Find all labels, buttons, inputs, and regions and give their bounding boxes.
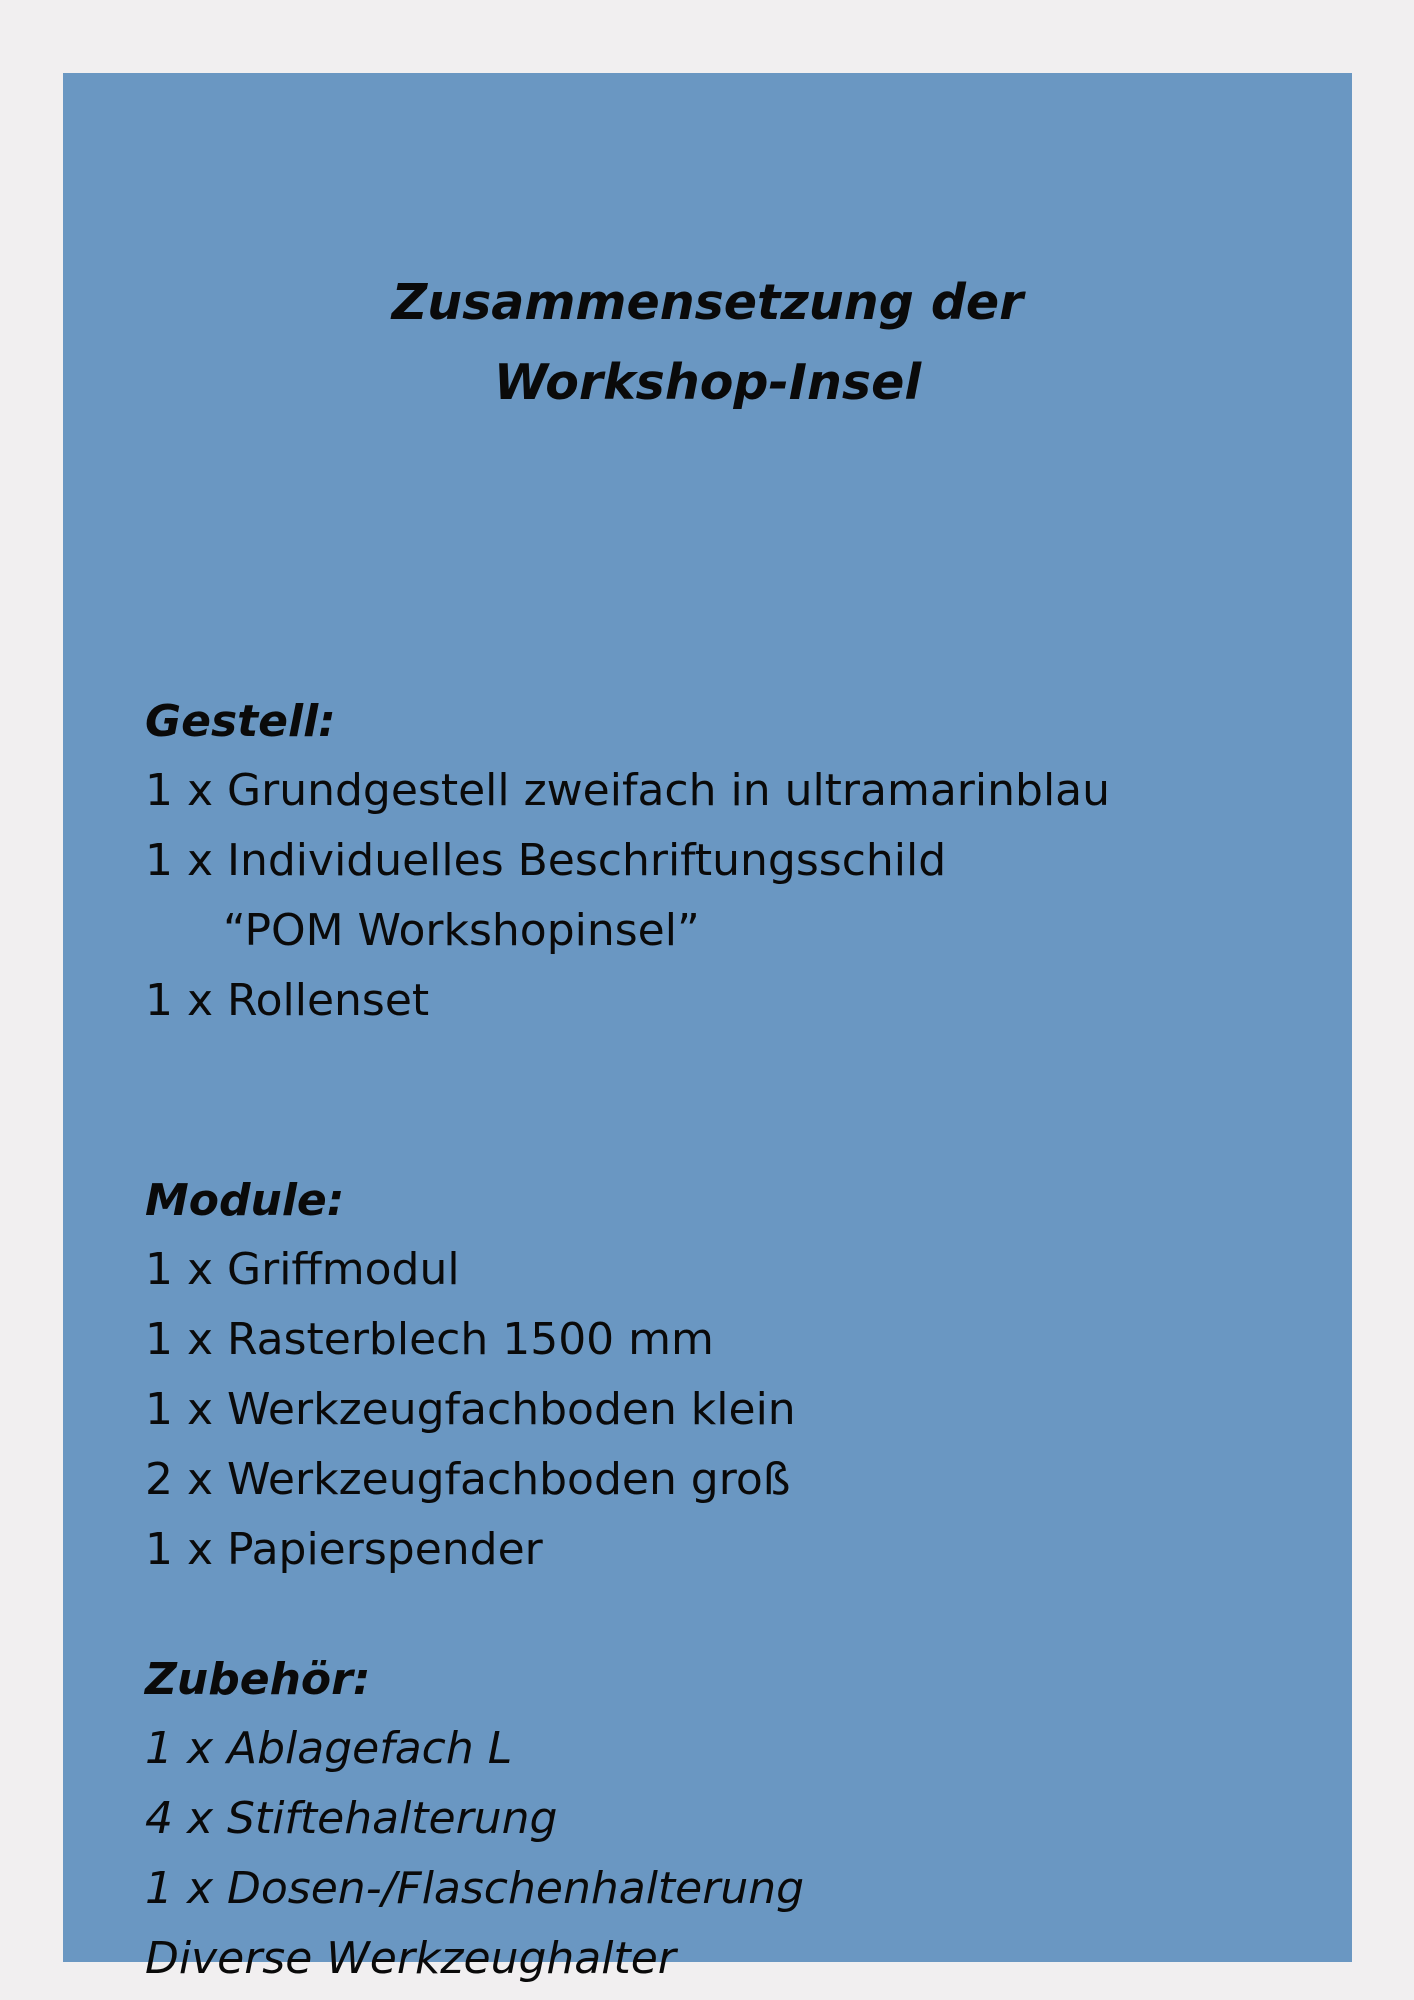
list-item: 1 x Papierspender (145, 1524, 543, 1575)
section-module (145, 1167, 1312, 1585)
list-item: 1 x Grundgestell zweifach in ultramarinblau (145, 765, 1111, 816)
list-item: 1 x Werkzeugfachboden klein (145, 1384, 796, 1435)
document-title (63, 263, 1352, 423)
list-item: 1 x Individuelles Beschriftungsschild (145, 835, 947, 886)
list-item: 2 x Werkzeugfachboden groß (145, 1454, 791, 1505)
section-heading-gestell: Gestell: (145, 696, 336, 747)
item-list-gestell (145, 756, 1312, 1036)
section-heading-module: Module: (145, 1175, 345, 1226)
title-line-1: Zusammensetzung der (391, 274, 1024, 331)
info-card (63, 73, 1352, 1984)
list-item: Diverse Werkzeughalter (145, 1933, 676, 1984)
title-line-2: Workshop-Insel (493, 354, 922, 411)
item-list-zubehoer (145, 1714, 1312, 1994)
list-item: 4 x Stiftehalterung (145, 1793, 558, 1844)
list-item: 1 x Rasterblech 1500 mm (145, 1314, 714, 1365)
list-item-continuation: “POM Workshopinsel” (223, 905, 700, 956)
list-item: 1 x Griffmodul (145, 1244, 460, 1295)
item-list-module (145, 1235, 1312, 1585)
section-gestell (145, 688, 1312, 1036)
list-item: 1 x Rollenset (145, 975, 430, 1026)
list-item: 1 x Ablagefach L (145, 1723, 513, 1774)
list-item: 1 x Dosen-/Flaschenhalterung (145, 1863, 805, 1914)
section-heading-zubehoer: Zubehör: (145, 1654, 371, 1705)
section-zubehoer (145, 1646, 1312, 1994)
